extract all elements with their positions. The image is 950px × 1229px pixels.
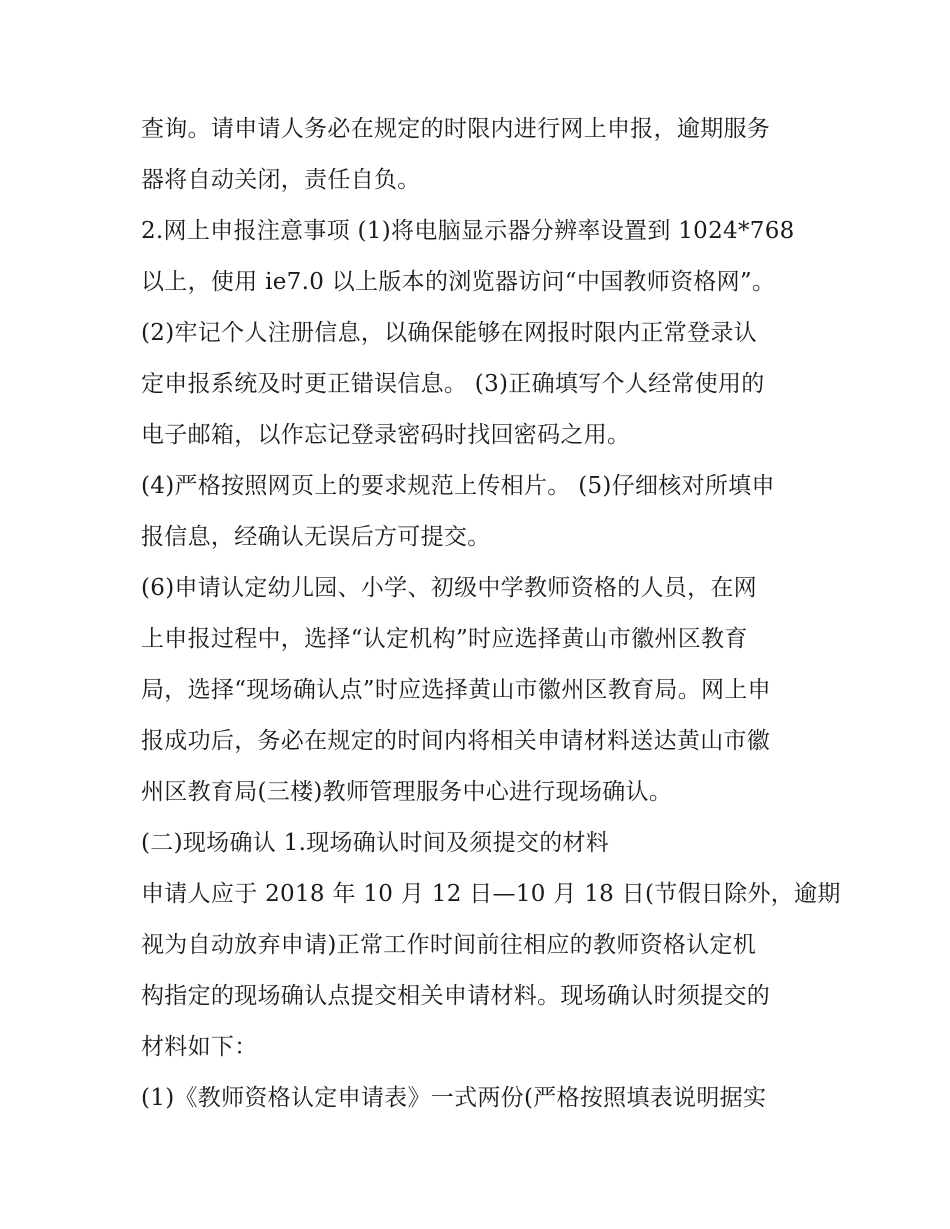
text-line: (6)申请认定幼儿园、小学、初级中学教师资格的人员，在网 xyxy=(141,575,757,601)
text-line: 构指定的现场确认点提交相关申请材料。现场确认时须提交的 xyxy=(141,983,771,1009)
text-line: 视为自动放弃申请)正常工作时间前往相应的教师资格认定机 xyxy=(141,932,757,958)
text-line: 局，选择“现场确认点”时应选择黄山市徽州区教育局。网上申 xyxy=(141,677,771,703)
text-line: (二)现场确认 1.现场确认时间及须提交的材料 xyxy=(141,830,610,856)
text-line: 报信息，经确认无误后方可提交。 xyxy=(141,524,491,550)
text-line: 2.网上申报注意事项 (1)将电脑显示器分辨率设置到 1024*768 xyxy=(141,218,795,244)
text-line: 电子邮箱，以作忘记登录密码时找回密码之用。 xyxy=(141,422,631,448)
document-body xyxy=(141,104,841,1124)
text-line: 申请人应于 2018 年 10 月 12 日—10 月 18 日(节假日除外，逾期 xyxy=(141,881,841,907)
text-line: 上申报过程中，选择“认定机构”时应选择黄山市徽州区教育 xyxy=(141,626,748,652)
text-line: 州区教育局(三楼)教师管理服务中心进行现场确认。 xyxy=(141,779,673,805)
text-line: 器将自动关闭，责任自负。 xyxy=(141,167,421,193)
text-line: 材料如下： xyxy=(141,1034,258,1060)
text-line: (4)严格按照网页上的要求规范上传相片。 (5)仔细核对所填申 xyxy=(141,473,775,499)
text-line: 以上，使用 ie7.0 以上版本的浏览器访问“中国教师资格网”。 xyxy=(141,269,776,295)
text-line: 定申报系统及时更正错误信息。 (3)正确填写个人经常使用的 xyxy=(141,371,765,397)
text-line: (2)牢记个人注册信息，以确保能够在网报时限内正常登录认 xyxy=(141,320,757,346)
text-line: (1)《教师资格认定申请表》一式两份(严格按照填表说明据实 xyxy=(141,1085,767,1111)
text-line: 报成功后，务必在规定的时间内将相关申请材料送达黄山市徽 xyxy=(141,728,771,754)
text-line: 查询。请申请人务必在规定的时限内进行网上申报，逾期服务 xyxy=(141,116,771,142)
